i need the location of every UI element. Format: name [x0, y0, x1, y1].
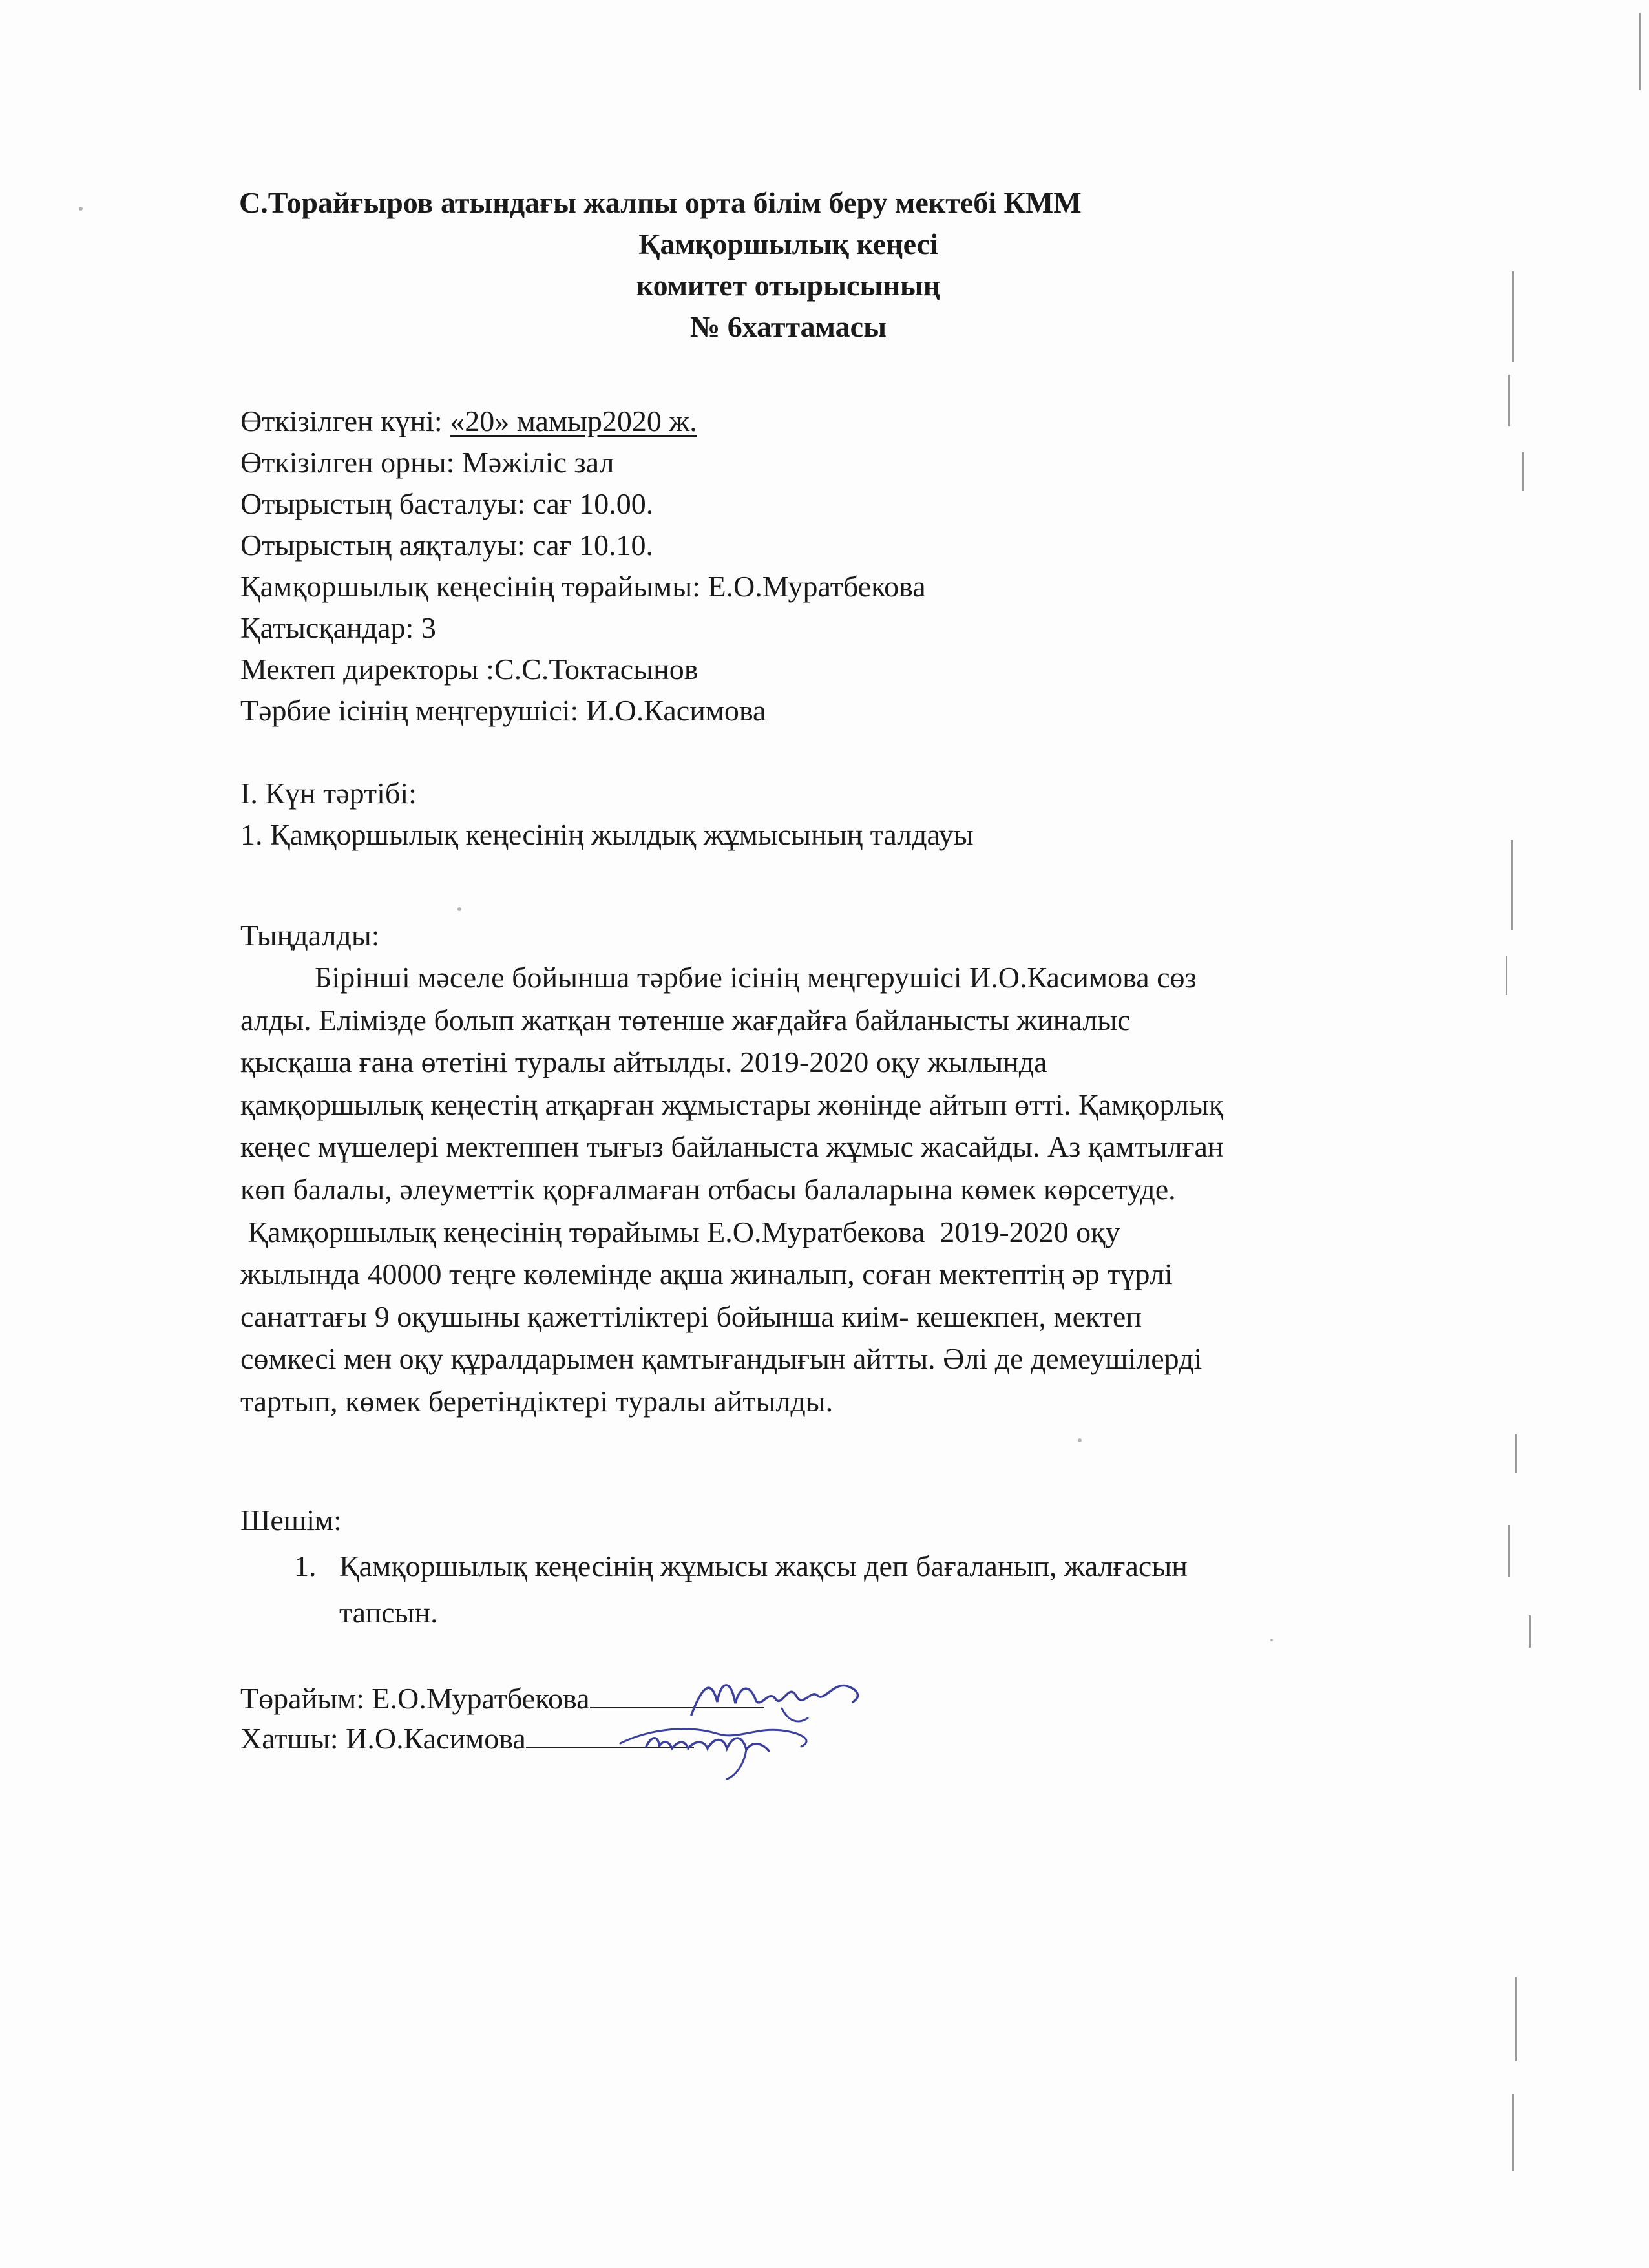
scan-edge-mark	[1512, 2094, 1514, 2171]
document-header	[239, 182, 1338, 348]
council-name: Қамқоршылық кеңесі	[638, 227, 938, 260]
meeting-date-value: «20» мамыр2020 ж.	[450, 404, 697, 437]
heard-paragraph	[240, 956, 1468, 1423]
agenda-item: 1. Қамқоршылық кеңесінің жылдық жұмысының талдауы	[240, 818, 974, 851]
paragraph-line: көп балалы, әлеуметтік қорғалмаған отбасы балаларына көмек көрсетуде.	[240, 1172, 1176, 1206]
decision-item	[294, 1543, 1188, 1636]
paragraph-line: тартып, көмек беретіндіктері туралы айтылды.	[240, 1384, 834, 1418]
scan-edge-mark	[1529, 1615, 1531, 1648]
scan-speck	[1270, 1639, 1273, 1641]
meeting-details	[240, 401, 926, 731]
decision-item-text: Қамқоршылық кеңесінің жұмысы жақсы деп бағаланып, жалғасын	[339, 1549, 1188, 1582]
school-director: Мектеп директоры :С.С.Токтасынов	[240, 653, 698, 686]
paragraph-line: сөмкесі мен оқу құралдарымен қамтығандығын айтты. Әлі де демеушілерді	[240, 1342, 1203, 1376]
school-name: С.Торайғыров атындағы жалпы орта білім беру мектебі КММ	[239, 186, 1082, 219]
deputy-director: Тәрбие ісінің меңгерушісі: И.О.Касимова	[240, 694, 766, 727]
scan-speck	[79, 207, 83, 211]
paragraph-line: қысқаша ғана өтетіні туралы айтылды. 2019-2020 оқу жылында	[240, 1045, 1047, 1079]
scan-edge-mark	[1511, 840, 1513, 930]
decision-item-continuation: тапсын.	[339, 1596, 438, 1629]
chair-signature-label: Төрайым: Е.О.Муратбекова	[240, 1682, 590, 1715]
scan-speck	[1078, 1438, 1082, 1442]
paragraph-line: Қамқоршылық кеңесінің төрайымы Е.О.Муратбекова 2019-2020 оқу	[240, 1215, 1120, 1248]
secretary-signature-label: Хатшы: И.О.Касимова	[240, 1722, 526, 1755]
scan-speck	[457, 907, 461, 911]
paragraph-line: қамқоршылық кеңестің атқарған жұмыстары жөнінде айтып өтті. Қамқорлық	[240, 1087, 1224, 1121]
protocol-number: № 6хаттамасы	[689, 310, 887, 343]
scan-edge-mark	[1512, 271, 1514, 362]
meeting-start: Отырыстың басталуы: сағ 10.00.	[240, 487, 654, 520]
attendees-count: Қатысқандар: 3	[240, 611, 436, 644]
scan-edge-mark	[1506, 956, 1507, 995]
paragraph-line: кеңес мүшелері мектеппен тығыз байланыста жұмыс жасайды. Аз қамтылған	[240, 1130, 1224, 1164]
decision-title: Шешім:	[240, 1504, 342, 1537]
paragraph-line: алды. Елімізде болып жатқан төтенше жағдайға байланысты жиналыс	[240, 1003, 1131, 1036]
scan-edge-mark	[1508, 375, 1510, 426]
meeting-title: комитет отырысының	[636, 269, 941, 302]
meeting-place: Өткізілген орны: Мәжіліс зал	[240, 446, 614, 479]
secretary-handwritten-signature	[607, 1711, 827, 1782]
scan-edge-mark	[1515, 1434, 1517, 1473]
scan-edge-mark	[1522, 452, 1524, 491]
agenda-title: І. Күн тәртібі:	[240, 777, 417, 810]
meeting-date-row	[240, 401, 926, 442]
scan-edge-mark	[1515, 1977, 1517, 2061]
decision-item-number: 1.	[294, 1549, 317, 1582]
paragraph-line: санаттағы 9 оқушыны қажеттіліктері бойынша киім- кешекпен, мектеп	[240, 1299, 1142, 1333]
scan-edge-mark	[1508, 1525, 1510, 1577]
paragraph-line: жылында 40000 теңге көлемінде ақша жиналып, соған мектептің әр түрлі	[240, 1257, 1173, 1291]
paragraph-line: Бірінші мәселе бойынша тәрбие ісінің меңгерушісі И.О.Касимова сөз	[315, 961, 1197, 994]
meeting-date-label: Өткізілген күні:	[240, 404, 450, 437]
meeting-end: Отырыстың аяқталуы: сағ 10.10.	[240, 529, 653, 562]
heard-title: Тыңдалды:	[240, 919, 380, 952]
agenda-section	[240, 773, 974, 856]
council-chair: Қамқоршылық кеңесінің төрайымы: Е.О.Муратбекова	[240, 570, 926, 603]
scan-edge-mark	[1639, 13, 1641, 90]
